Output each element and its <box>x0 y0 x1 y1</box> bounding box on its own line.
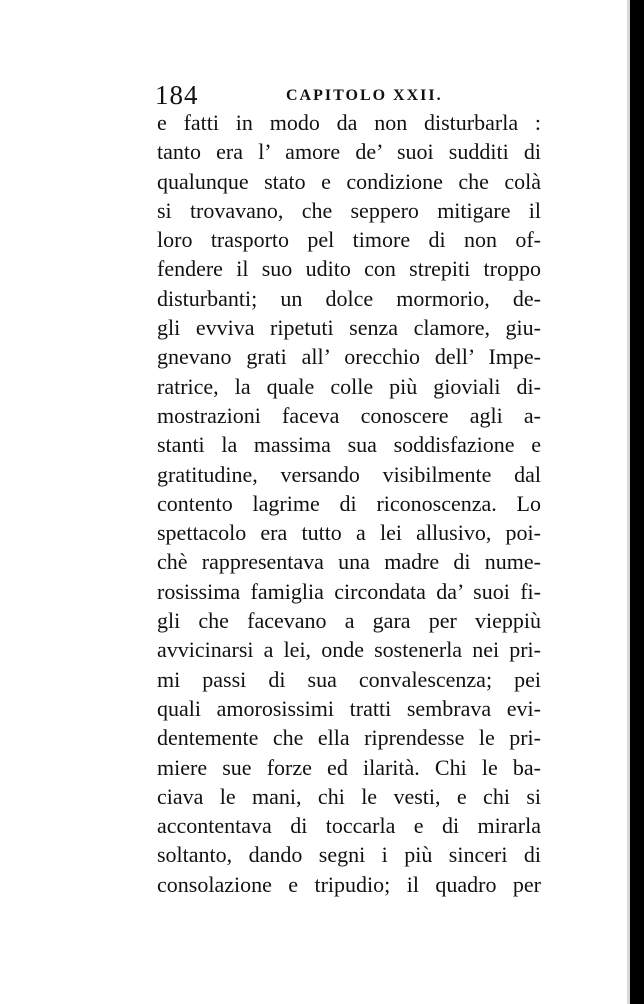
text-line: ciava le mani, chi le vesti, e chi si <box>157 783 541 809</box>
text-line: gnevano grati all’ orecchio dell’ Impe- <box>157 344 541 370</box>
text-line: consolazione e tripudio; il quadro per <box>157 871 541 897</box>
text-line: soltanto, dando segni i più sinceri di <box>157 842 541 868</box>
text-line: spettacolo era tutto a lei allusivo, poi- <box>157 520 541 546</box>
text-line: e fatti in modo da non disturbarla : <box>157 110 541 135</box>
text-line: rosissima famiglia circondata da’ suoi fi- <box>157 578 541 604</box>
text-line: loro trasporto pel timore di non of- <box>157 227 541 253</box>
text-line: mi passi di sua convalescenza; pei <box>157 666 541 692</box>
text-line: gli che facevano a gara per vieppiù <box>157 608 541 634</box>
text-line: avvicinarsi a lei, onde sostenerla nei pri- <box>157 637 541 663</box>
text-line: tanto era l’ amore de’ suoi sudditi di <box>157 139 541 165</box>
text-line: fendere il suo udito con strepiti troppo <box>157 256 541 282</box>
text-line: ratrice, la quale colle più gioviali di- <box>157 373 541 399</box>
text-line: contento lagrime di riconoscenza. Lo <box>157 490 541 516</box>
text-line: gratitudine, versando visibilmente dal <box>157 461 541 487</box>
body-text <box>157 108 541 899</box>
text-line: dentemente che ella riprendesse le pri- <box>157 725 541 751</box>
text-line: stanti la massima sua soddisfazione e <box>157 432 541 458</box>
page-edge <box>630 0 644 1004</box>
page-number: 184 <box>155 80 199 110</box>
text-line: qualunque stato e condizione che colà <box>157 168 541 194</box>
text-line: gli evviva ripetuti senza clamore, giu- <box>157 315 541 341</box>
text-line: accontentava di toccarla e di mirarla <box>157 813 541 839</box>
text-line: chè rappresentava una madre di nume- <box>157 549 541 575</box>
text-line: mostrazioni faceva conoscere agli a- <box>157 402 541 428</box>
running-head: CAPITOLO XXII. <box>286 87 443 104</box>
text-line: disturbanti; un dolce mormorio, de- <box>157 285 541 311</box>
page-header <box>155 80 535 110</box>
text-line: miere sue forze ed ilarità. Chi le ba- <box>157 754 541 780</box>
text-line: quali amorosissimi tratti sembrava evi- <box>157 695 541 721</box>
text-line: si trovavano, che seppero mitigare il <box>157 197 541 223</box>
